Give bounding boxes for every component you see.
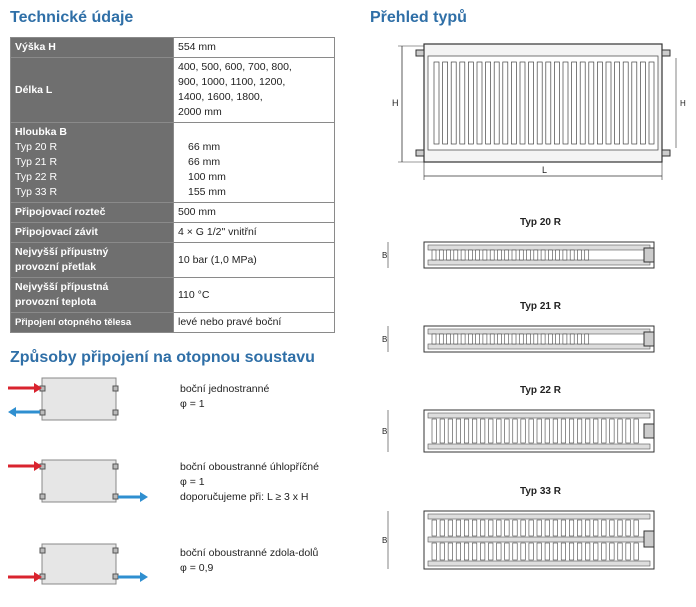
section-fin <box>527 334 531 344</box>
section-fin <box>512 334 516 344</box>
front-fin <box>640 62 645 144</box>
section-fin <box>476 334 480 344</box>
section-fin <box>570 334 574 344</box>
radiator-front-view <box>380 38 692 188</box>
section-fin <box>497 250 501 260</box>
section-fin <box>440 543 444 560</box>
connection-text-bottom <box>180 546 318 576</box>
section-fin <box>577 250 581 260</box>
front-fin <box>589 62 594 144</box>
section-fin <box>472 543 476 560</box>
section-fin <box>464 543 468 560</box>
section-fin <box>497 334 501 344</box>
section-fin <box>553 543 557 560</box>
front-fin <box>451 62 456 144</box>
front-fin <box>606 62 611 144</box>
section-fin <box>577 520 581 536</box>
section-fin <box>585 419 589 443</box>
section-fin <box>610 419 614 443</box>
connection-text-diagonal <box>180 460 319 505</box>
section-fin <box>610 543 614 560</box>
section-fin <box>553 520 557 536</box>
section-fin <box>594 419 598 443</box>
section-fin <box>577 334 581 344</box>
section-fin <box>521 543 525 560</box>
pretlak-line: Nejvyšší přípustný <box>15 246 109 258</box>
front-fin <box>572 62 577 144</box>
delka-line: 900, 1000, 1100, 1200, <box>178 76 286 88</box>
section-fin <box>618 520 622 536</box>
section-fin <box>585 334 589 344</box>
front-fin <box>597 62 602 144</box>
section-fin <box>634 543 638 560</box>
front-fin <box>563 62 568 144</box>
section-fin <box>594 520 598 536</box>
connection-line: boční oboustranné úhlopříčné <box>180 461 319 473</box>
spec-label-hloubka <box>11 123 174 203</box>
front-fin <box>511 62 516 144</box>
dim-b-label: B <box>382 427 388 436</box>
section-fin <box>602 543 606 560</box>
section-fin <box>545 520 549 536</box>
section-fin <box>505 543 509 560</box>
section-fin <box>489 543 493 560</box>
connection-line: boční jednostranné <box>180 383 270 395</box>
connection-line: φ = 1 <box>180 398 205 410</box>
section-fin <box>556 250 560 260</box>
radiator-section-33r <box>380 503 692 575</box>
section-fin <box>432 419 436 443</box>
specs-table <box>10 37 335 333</box>
section-fin <box>541 334 545 344</box>
front-fin <box>632 62 637 144</box>
dim-l-label: L <box>542 165 548 175</box>
section-fin <box>541 250 545 260</box>
front-fin <box>443 62 448 144</box>
section-fin <box>561 419 565 443</box>
connection-line: doporučujeme při: L ≥ 3 x H <box>180 491 309 503</box>
section-fin <box>563 250 567 260</box>
front-fin <box>554 62 559 144</box>
section-fin <box>489 520 493 536</box>
front-fin <box>494 62 499 144</box>
section-fin <box>464 419 468 443</box>
section-fin <box>439 250 443 260</box>
section-fin <box>529 520 533 536</box>
connection-line: boční oboustranné zdola-dolů <box>180 547 319 559</box>
section-fin <box>585 250 589 260</box>
front-fin <box>529 62 534 144</box>
front-fin <box>546 62 551 144</box>
radiator-section-20r <box>380 234 692 274</box>
spec-label-delka: Délka L <box>11 58 174 123</box>
section-fin <box>537 520 541 536</box>
section-fin <box>512 250 516 260</box>
section-fin <box>461 250 465 260</box>
delka-line: 2000 mm <box>178 106 222 118</box>
section-fin <box>483 334 487 344</box>
section-fin <box>618 419 622 443</box>
type-label-22r: Typ 22 R <box>520 385 561 396</box>
front-fin <box>503 62 508 144</box>
section-fin <box>432 520 436 536</box>
section-fin <box>505 419 509 443</box>
front-fin <box>520 62 525 144</box>
section-fin <box>577 543 581 560</box>
section-fin <box>490 250 494 260</box>
front-fin <box>468 62 473 144</box>
section-fin <box>505 520 509 536</box>
section-fin <box>432 543 436 560</box>
section-fin <box>472 419 476 443</box>
section-fin <box>610 520 614 536</box>
section-fin <box>529 419 533 443</box>
section-fin <box>472 520 476 536</box>
section-fin <box>456 520 460 536</box>
section-fin <box>545 543 549 560</box>
section-fin <box>569 419 573 443</box>
section-fin <box>497 543 501 560</box>
section-fin <box>439 334 443 344</box>
section-fin <box>447 250 451 260</box>
section-fin <box>561 520 565 536</box>
dim-h-label: H <box>392 98 399 108</box>
hloubka-type: Typ 33 R <box>15 186 58 198</box>
section-fin <box>464 520 468 536</box>
radiator-section-22r <box>380 402 692 458</box>
section-fin <box>618 543 622 560</box>
section-fin <box>490 334 494 344</box>
hloubka-value: 66 mm <box>188 156 221 168</box>
connection-diagram-diagonal <box>0 454 175 514</box>
spec-label-pripojeni: Připojení otopného tělesa <box>11 313 174 333</box>
section-fin <box>497 419 501 443</box>
section-fin <box>577 419 581 443</box>
section-fin <box>448 419 452 443</box>
spec-label-zavit: Připojovací závit <box>11 223 174 243</box>
hloubka-type: Typ 20 R <box>15 141 58 153</box>
teplota-line: provozní teplota <box>15 296 97 308</box>
dim-b-label: B <box>382 335 388 344</box>
front-fin <box>623 62 628 144</box>
section-fin <box>570 250 574 260</box>
hloubka-title: Hloubka B <box>15 126 67 138</box>
front-fin <box>460 62 465 144</box>
section-fin <box>569 543 573 560</box>
section-fin <box>537 543 541 560</box>
spec-value-vyska: 554 mm <box>174 38 335 58</box>
section-fin <box>468 250 472 260</box>
front-fin <box>649 62 654 144</box>
section-fin <box>480 543 484 560</box>
types-heading: Přehled typů <box>370 9 467 26</box>
hloubka-type: Typ 22 R <box>15 171 58 183</box>
spec-value-hloubka <box>174 123 335 203</box>
section-fin <box>556 334 560 344</box>
section-fin <box>440 419 444 443</box>
section-fin <box>534 334 538 344</box>
section-fin <box>489 419 493 443</box>
section-fin <box>505 334 509 344</box>
section-fin <box>548 250 552 260</box>
section-fin <box>563 334 567 344</box>
section-fin <box>483 250 487 260</box>
hloubka-type: Typ 21 R <box>15 156 58 168</box>
connection-text-one-sided <box>180 382 269 412</box>
section-fin <box>456 419 460 443</box>
section-fin <box>521 520 525 536</box>
dim-h-right-label: H <box>680 99 686 108</box>
front-fin <box>477 62 482 144</box>
section-fin <box>534 250 538 260</box>
front-fin <box>580 62 585 144</box>
section-fin <box>447 334 451 344</box>
section-fin <box>527 250 531 260</box>
section-fin <box>513 520 517 536</box>
section-fin <box>602 419 606 443</box>
type-label-21r: Typ 21 R <box>520 301 561 312</box>
section-fin <box>537 419 541 443</box>
section-fin <box>569 520 573 536</box>
type-label-20r: Typ 20 R <box>520 217 561 228</box>
section-fin <box>553 419 557 443</box>
connection-line: φ = 0,9 <box>180 562 214 574</box>
spec-label-vyska: Výška H <box>11 38 174 58</box>
spec-value-pretlak: 10 bar (1,0 MPa) <box>174 243 335 278</box>
front-fin <box>615 62 620 144</box>
dim-b-label: B <box>382 251 388 260</box>
section-fin <box>513 543 517 560</box>
section-fin <box>454 250 458 260</box>
delka-line: 1400, 1600, 1800, <box>178 91 263 103</box>
section-fin <box>448 543 452 560</box>
section-fin <box>505 250 509 260</box>
spec-value-zavit: 4 × G 1/2" vnitřní <box>174 223 335 243</box>
front-fin <box>434 62 439 144</box>
section-fin <box>476 250 480 260</box>
section-fin <box>454 334 458 344</box>
section-fin <box>594 543 598 560</box>
hloubka-value: 100 mm <box>188 171 226 183</box>
section-fin <box>480 419 484 443</box>
spec-value-teplota: 110 °C <box>174 278 335 313</box>
section-fin <box>456 543 460 560</box>
section-fin <box>448 520 452 536</box>
radiator-section-21r <box>380 318 692 358</box>
section-fin <box>519 334 523 344</box>
connections-heading: Způsoby připojení na otopnou soustavu <box>10 349 315 366</box>
section-fin <box>529 543 533 560</box>
section-fin <box>497 520 501 536</box>
type-label-33r: Typ 33 R <box>520 486 561 497</box>
front-fin <box>486 62 491 144</box>
section-fin <box>585 520 589 536</box>
section-fin <box>519 250 523 260</box>
connection-diagram-one-sided <box>0 372 175 432</box>
delka-line: 400, 500, 600, 700, 800, <box>178 61 292 73</box>
spec-label-teplota <box>11 278 174 313</box>
section-fin <box>634 419 638 443</box>
spec-label-roztec: Připojovací rozteč <box>11 203 174 223</box>
section-fin <box>461 334 465 344</box>
section-fin <box>440 520 444 536</box>
hloubka-value: 155 mm <box>188 186 226 198</box>
tech-heading: Technické údaje <box>10 9 134 26</box>
section-fin <box>468 334 472 344</box>
teplota-line: Nejvyšší přípustná <box>15 281 109 293</box>
pretlak-line: provozní přetlak <box>15 261 97 273</box>
spec-label-pretlak <box>11 243 174 278</box>
connection-diagram-bottom <box>0 540 175 600</box>
spec-value-pripojeni: levé nebo pravé boční <box>174 313 335 333</box>
section-fin <box>521 419 525 443</box>
section-fin <box>626 543 630 560</box>
connection-line: φ = 1 <box>180 476 205 488</box>
section-fin <box>432 250 436 260</box>
section-fin <box>513 419 517 443</box>
section-fin <box>545 419 549 443</box>
dim-b-label: B <box>382 536 388 545</box>
front-fin <box>537 62 542 144</box>
spec-value-roztec: 500 mm <box>174 203 335 223</box>
section-fin <box>585 543 589 560</box>
hloubka-value: 66 mm <box>188 141 221 153</box>
section-fin <box>432 334 436 344</box>
section-fin <box>626 419 630 443</box>
section-fin <box>634 520 638 536</box>
section-fin <box>548 334 552 344</box>
section-fin <box>480 520 484 536</box>
spec-value-delka <box>174 58 335 123</box>
section-fin <box>602 520 606 536</box>
section-fin <box>561 543 565 560</box>
section-fin <box>626 520 630 536</box>
